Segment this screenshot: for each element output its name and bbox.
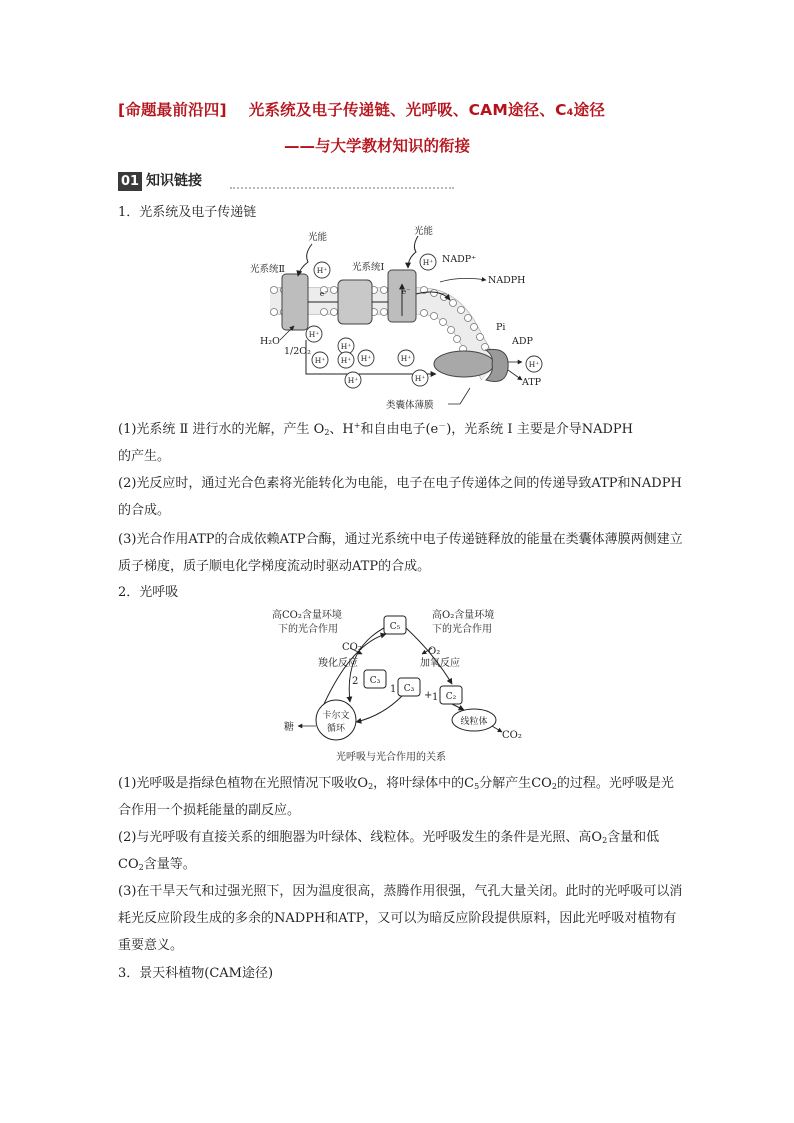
- page-subtitle: ——与大学教材知识的衔接: [284, 137, 471, 155]
- page-title: [118, 98, 718, 120]
- atp-out-arrow: [508, 370, 522, 380]
- section-label: 知识链接: [146, 173, 202, 189]
- h-ion: H⁺: [400, 354, 412, 363]
- oxygenation-label: 加氧反应: [420, 658, 460, 669]
- calvin-label-1: 卡尔文: [322, 711, 350, 721]
- light-label-1: 光能: [308, 232, 328, 243]
- light-arrow-2: [408, 236, 418, 268]
- heading-photosystem: 1．光系统及电子传递链: [118, 205, 257, 220]
- subscript: 2: [602, 836, 608, 845]
- right-top-label-1: 高O₂含量环境: [432, 610, 495, 621]
- text-span: (2)与光呼吸有直接关系的细胞器为叶绿体、线粒体。光呼吸发生的条件是光照、高O: [118, 830, 603, 845]
- figure-caption: 光呼吸与光合作用的关系: [336, 752, 446, 763]
- subscript: 2: [551, 782, 557, 791]
- superscript: －: [438, 421, 447, 430]
- h-ion: H⁺: [340, 342, 352, 351]
- nadph-label: NADPH: [488, 275, 526, 286]
- paragraph-1: [118, 416, 684, 470]
- title-bracket: [命题最前沿四]: [118, 101, 227, 119]
- sugar-label: 糖: [284, 722, 294, 733]
- text-span: ，将叶绿体中的C: [373, 776, 475, 791]
- text-span: (1)光呼吸是指绿色植物在光照情况下吸收O: [118, 776, 369, 791]
- text-span: )，光系统 Ⅰ 主要是介导NADPH: [446, 422, 633, 437]
- co2-in-label: CO₂: [342, 642, 362, 653]
- superscript: +: [353, 421, 361, 430]
- h-ion: H⁺: [314, 356, 326, 365]
- text-span: 、H: [329, 422, 354, 437]
- subscript: 2: [368, 782, 374, 791]
- text-span: 的过程。光呼吸是光合作用一个损耗能量的副反应。: [118, 776, 674, 818]
- o2-in-label: O₂: [428, 646, 441, 657]
- section-rule: [230, 187, 454, 189]
- cytochrome-complex: [338, 280, 372, 324]
- pi-label: Pi: [496, 322, 506, 333]
- mito-label: 线粒体: [460, 717, 488, 727]
- section-number: 01: [118, 172, 142, 191]
- c3b-to-calvin-arrow: [356, 696, 402, 722]
- h-ion: H⁺: [347, 376, 359, 385]
- electron-label: e⁻: [319, 289, 329, 298]
- coef-1b: 1: [432, 692, 439, 703]
- light-label-2: 光能: [414, 226, 434, 237]
- membrane-pointer: [448, 388, 470, 404]
- photosystem-2-complex: [282, 274, 308, 330]
- photosystem-diagram: [250, 222, 550, 414]
- h-ion: H⁺: [340, 356, 352, 365]
- nadp-label: NADP⁺: [442, 254, 477, 265]
- title-main: 光系统及电子传递链、光呼吸、CAM途径、C₄途径: [248, 101, 606, 119]
- subscript: 2: [138, 863, 144, 872]
- paragraph-6: (3)在干旱天气和过强光照下，因为温度很高，蒸腾作用很强，气孔大量关闭。此时的光呼吸可以消耗光反应阶段生成的多余的NADPH和ATP，又可以为暗反应阶段提供原料，因此光呼吸对植物有重要意义。: [118, 884, 683, 953]
- ps1-label: 光系统Ⅰ: [352, 262, 385, 273]
- subscript: 2: [324, 428, 330, 437]
- h-ion: H⁺: [422, 258, 434, 267]
- h-ion: H⁺: [528, 360, 540, 369]
- photorespiration-diagram: [252, 604, 552, 768]
- paragraph-5: [118, 824, 684, 878]
- ps2-label: 光系统Ⅱ: [250, 264, 285, 275]
- electron-label: e⁻: [401, 287, 411, 296]
- adp-label: ADP: [512, 336, 533, 347]
- text-span: 和自由电子(e: [360, 422, 439, 437]
- right-top-label-2: 下的光合作用: [432, 624, 492, 635]
- carboxylation-label: 羧化反应: [318, 658, 358, 669]
- paragraph-2: (2)光反应时，通过光合色素将光能转化为电能，电子在电子传递体之间的传递导致ATP和NADPH的合成。: [118, 476, 682, 518]
- c3-label-a: C₃: [369, 676, 381, 686]
- h-ion: H⁺: [308, 330, 320, 339]
- coef-2: 2: [352, 676, 359, 687]
- h-ion: H⁺: [414, 374, 426, 383]
- left-top-label-1: 高CO₂含量环境: [272, 610, 342, 621]
- subscript: 5: [474, 782, 480, 791]
- atp-label: ATP: [522, 377, 542, 388]
- c3-label-b: C₃: [403, 684, 415, 694]
- section-header: [118, 172, 454, 192]
- co2-out-label: CO₂: [502, 730, 522, 741]
- h2o-label: H₂O: [260, 336, 280, 347]
- text-span: 含量等。: [143, 857, 196, 872]
- text-span: 的产生。: [118, 449, 171, 464]
- atp-synthase: [434, 349, 508, 381]
- text-span: 含量和低CO: [118, 830, 660, 872]
- c5-label: C₅: [389, 622, 401, 632]
- plus-sign: +: [424, 690, 433, 701]
- paragraph-3: (3)光合作用ATP的合成依赖ATP合酶，通过光系统中电子传递链释放的能量在类囊体薄膜两侧建立质子梯度，质子顺电化学梯度流动时驱动ATP的合成。: [118, 532, 683, 574]
- text-span: (1)光系统 Ⅱ 进行水的光解，产生 O: [118, 422, 325, 437]
- heading-cam: 3．景天科植物(CAM途径): [118, 966, 274, 981]
- coef-1a: 1: [390, 684, 397, 695]
- mito-co2-arrow: [492, 726, 502, 732]
- c2-label: C₂: [445, 692, 457, 702]
- light-arrow-1: [298, 244, 312, 276]
- c2-to-mito-arrow: [452, 704, 464, 710]
- h-ion: H⁺: [316, 266, 328, 275]
- calvin-label-2: 循环: [326, 724, 346, 734]
- heading-photorespiration: 2．光呼吸: [118, 585, 179, 600]
- h-ion: H⁺: [360, 354, 372, 363]
- membrane-label: 类囊体薄膜: [386, 400, 434, 411]
- nadph-arrow: [440, 278, 486, 282]
- paragraph-4: [118, 770, 684, 824]
- text-span: 分解产生CO: [479, 776, 552, 791]
- o2-label: 1/2O₂: [284, 346, 311, 357]
- left-top-label-2: 下的光合作用: [278, 624, 338, 635]
